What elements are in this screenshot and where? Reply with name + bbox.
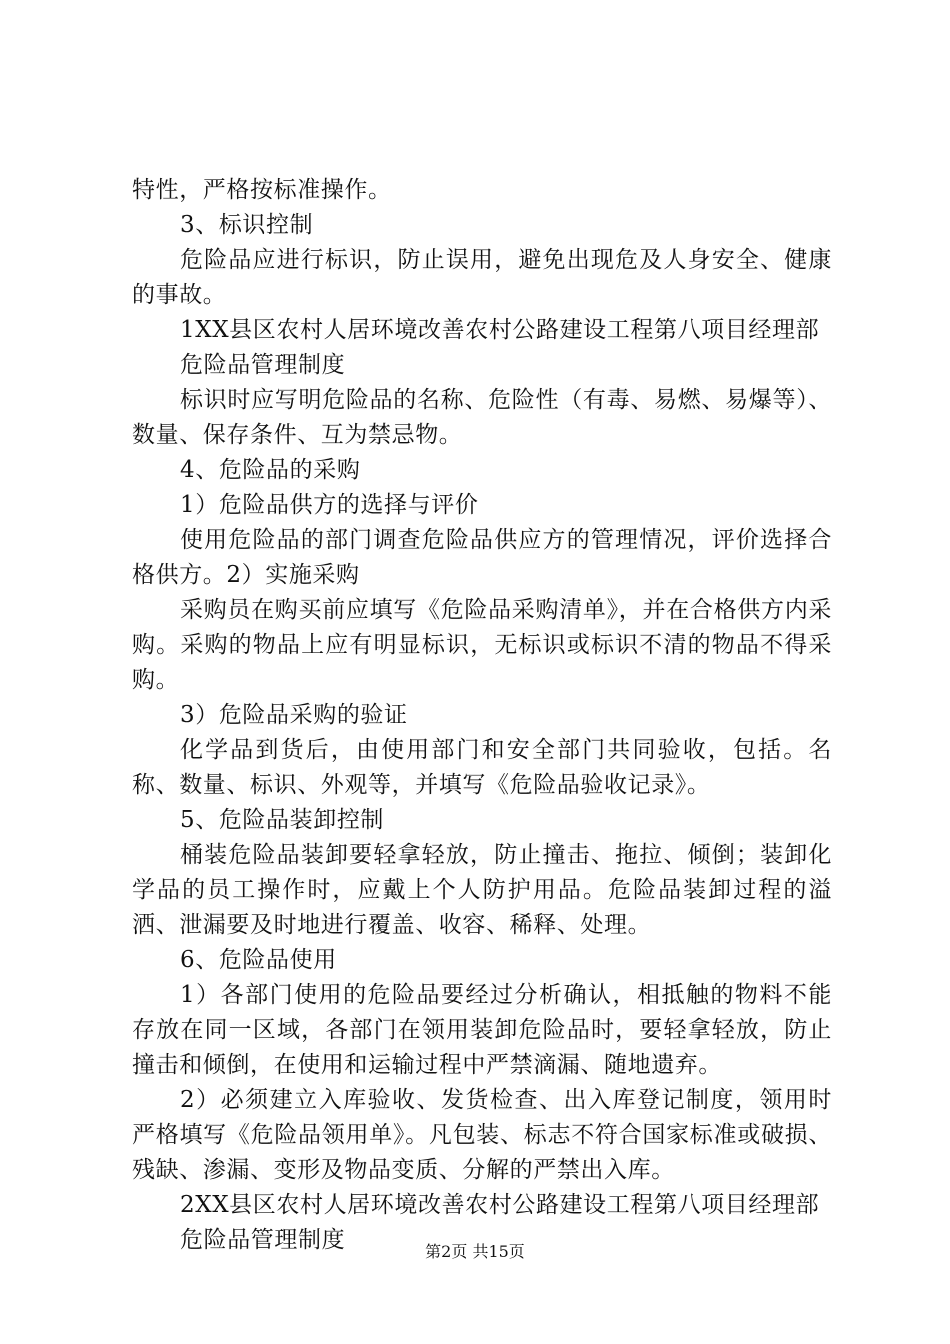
paragraph: 危险品应进行标识，防止误用，避免出现危及人身安全、健康的事故。 [132,247,832,308]
paragraph: 1）各部门使用的危险品要经过分析确认，相抵触的物料不能存放在同一区域，各部门在领用装卸危险品时，要轻拿轻放，防止撞击和倾倒，在使用和运输过程中严禁滴漏、随地遗弃。 [132,982,832,1078]
paragraph: 3、标识控制 [180,212,314,238]
paragraph: 1）危险品供方的选择与评价 [180,492,479,518]
paragraph: 采购员在购买前应填写《危险品采购清单》，并在合格供方内采购。采购的物品上应有明显标识，无标识或标识不清的物品不得采购。 [132,597,832,693]
paragraph: 2XX县区农村人居环境改善农村公路建设工程第八项目经理部 [180,1192,820,1218]
paragraph: 危险品管理制度 [180,1227,346,1253]
paragraph: 5、危险品装卸控制 [180,807,385,833]
paragraph: 标识时应写明危险品的名称、危险性（有毒、易燃、易爆等）、数量、保存条件、互为禁忌物。 [132,387,832,448]
paragraph: 2）必须建立入库验收、发货检查、出入库登记制度，领用时严格填写《危险品领用单》。凡包装、标志不符合国家标准或破损、残缺、渗漏、变形及物品变质、分解的严禁出入库。 [132,1087,832,1183]
paragraph: 化学品到货后，由使用部门和安全部门共同验收，包括。名称、数量、标识、外观等，并填写《危险品验收记录》。 [132,737,832,798]
paragraph: 特性，严格按标准操作。 [132,177,392,203]
document-body [132,173,832,1258]
paragraph: 4、危险品的采购 [180,457,361,483]
paragraph: 3）危险品采购的验证 [180,702,408,728]
paragraph: 1XX县区农村人居环境改善农村公路建设工程第八项目经理部 [180,317,820,343]
paragraph: 使用危险品的部门调查危险品供应方的管理情况，评价选择合格供方。2）实施采购 [132,527,832,588]
page-footer: 第2页 共15页 [425,1242,525,1261]
paragraph: 6、危险品使用 [180,947,337,973]
paragraph: 桶装危险品装卸要轻拿轻放，防止撞击、拖拉、倾倒；装卸化学品的员工操作时，应戴上个人防护用品。危险品装卸过程的溢洒、泄漏要及时地进行覆盖、收容、稀释、处理。 [132,842,832,938]
paragraph: 危险品管理制度 [180,352,346,378]
